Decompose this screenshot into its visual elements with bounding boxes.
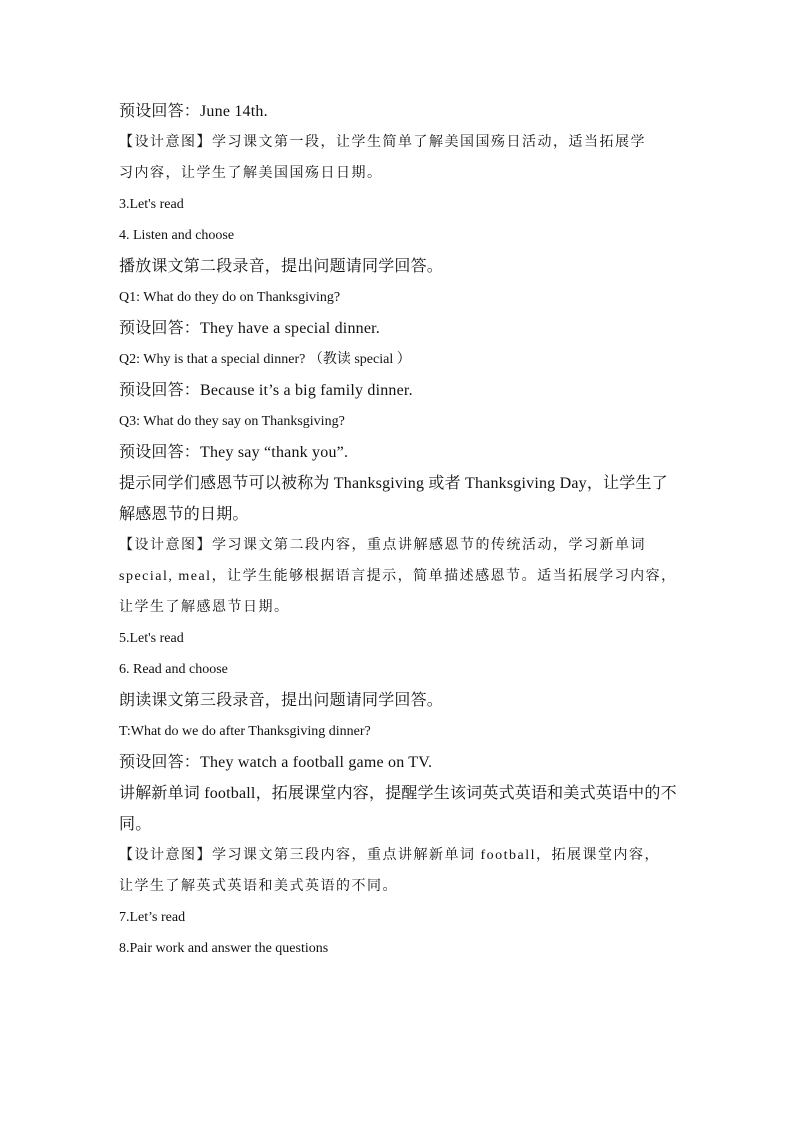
document-body	[119, 96, 679, 964]
question-q2: Q2: Why is that a special dinner? （教读 special ）	[119, 352, 411, 367]
answer-q2: 预设回答：Because it’s a big family dinner.	[119, 382, 413, 399]
step-7-heading: 7.Let’s read	[119, 910, 186, 925]
instruction-read-recording: 朗读课文第三段录音，提出问题请同学回答。	[119, 692, 444, 709]
answer-teacher: 预设回答：They watch a football game on TV.	[119, 754, 433, 771]
step-4-heading: 4. Listen and choose	[119, 228, 235, 243]
design-intent-1-line-2: 习内容，让学生了解美国国殇日日期。	[119, 166, 383, 181]
design-intent-1-line-1: 【设计意图】学习课文第一段，让学生简单了解美国国殇日活动，适当拓展学	[119, 135, 646, 150]
question-q1: Q1: What do they do on Thanksgiving?	[119, 290, 341, 305]
question-q3: Q3: What do they say on Thanksgiving?	[119, 414, 345, 429]
step-3-heading: 3.Let's read	[119, 197, 184, 212]
step-5-heading: 5.Let's read	[119, 631, 184, 646]
step-6-heading: 6. Read and choose	[119, 662, 228, 677]
question-teacher: T:What do we do after Thanksgiving dinner?	[119, 724, 371, 739]
answer-q3: 预设回答：They say “thank you”.	[119, 444, 349, 461]
explain-football-line-1: 讲解新单词 football，拓展课堂内容，提醒学生该词英式英语和美式英语中的不	[119, 785, 677, 802]
design-intent-3-line-1: 【设计意图】学习课文第三段内容，重点讲解新单词 football，拓展课堂内容，	[119, 848, 661, 863]
answer-q1: 预设回答：They have a special dinner.	[119, 320, 380, 337]
hint-thanksgiving-line-1: 提示同学们感恩节可以被称为 Thanksgiving 或者 Thanksgiving Day，让学生了	[119, 475, 668, 492]
instruction-play-recording: 播放课文第二段录音，提出问题请同学回答。	[119, 258, 444, 275]
design-intent-2-line-2: special, meal，让学生能够根据语言提示，简单描述感恩节。适当拓展学习内容，	[119, 569, 677, 584]
hint-thanksgiving-line-2: 解感恩节的日期。	[119, 506, 249, 523]
step-8-heading: 8.Pair work and answer the questions	[119, 941, 329, 956]
design-intent-2-line-3: 让学生了解感恩节日期。	[119, 600, 290, 615]
design-intent-3-line-2: 让学生了解英式英语和美式英语的不同。	[119, 879, 398, 894]
explain-football-line-2: 同。	[119, 816, 152, 833]
answer-line-june: 预设回答：June 14th.	[119, 103, 268, 120]
design-intent-2-line-1: 【设计意图】学习课文第二段内容，重点讲解感恩节的传统活动，学习新单词	[119, 538, 646, 553]
